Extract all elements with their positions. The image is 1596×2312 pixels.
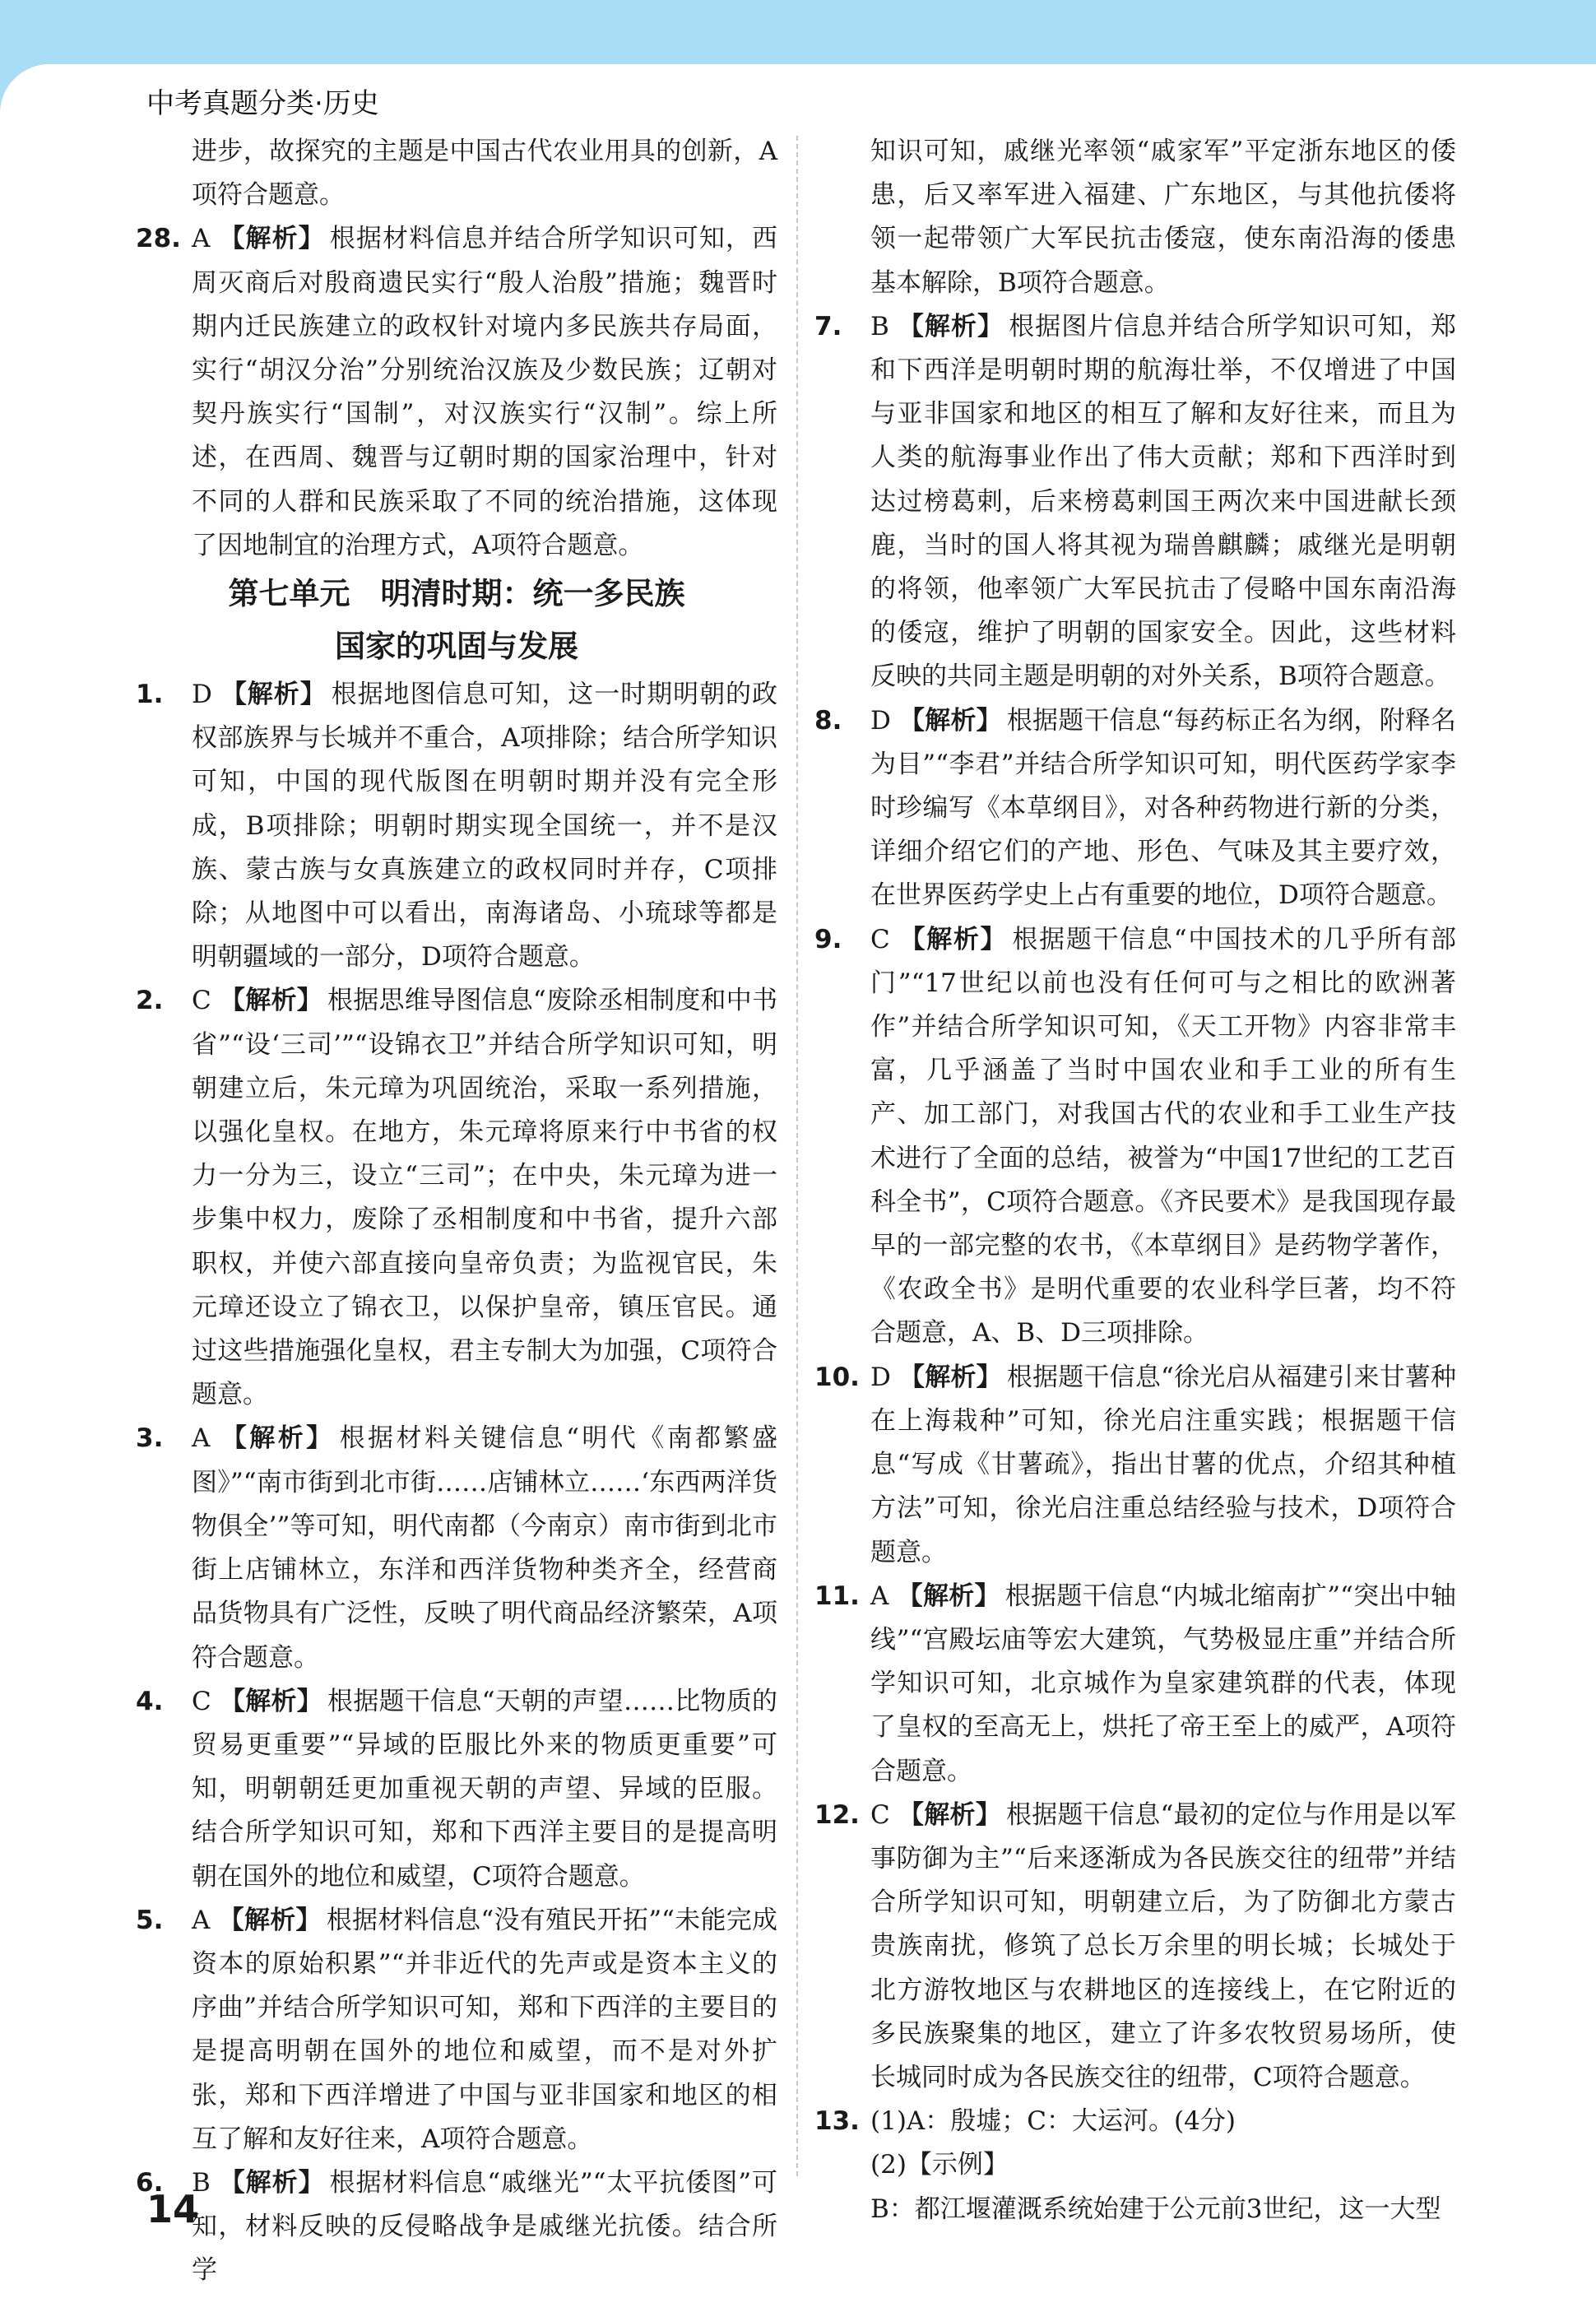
analysis-tag: 【解析】 [898,1362,1002,1392]
sub-answer-2-text: B：都江堰灌溉系统始建于公元前3世纪，这一大型 [870,2194,1441,2224]
unit-title [136,568,777,673]
answer-letter: A [192,1423,211,1454]
answer-item-9 [814,918,1456,1356]
analysis-text: 根据材料信息“没有殖民开拓”“未能完成资本的原始积累”“并非近代的先声或是资本主义的序曲”并结合所学知识可知，郑和下西洋的主要目的是提高明朝在国外的地位和威望，而不是对外扩张，郑和下西洋增进了中国与亚非国家和地区的相互了解和友好往来，A项符合题意。 [192,1905,778,2154]
answer-letter: C [192,1686,211,1716]
continued-answer-text: 知识可知，戚继光率领“戚家军”平定浙东地区的倭患，后又率军进入福建、广东地区，与其他抗倭将领一起带领广大军民抗击倭寇，使东南沿海的倭患基本解除，B项符合题意。 [870,137,1456,298]
sub-answer-1: (1)A：殷墟；C：大运河。(4分) [870,2106,1236,2137]
answer-letter: C [870,1799,890,1830]
question-number: 7. [814,311,842,341]
question-number: 11. [814,1581,860,1611]
analysis-tag: 【解析】 [898,924,1008,954]
answer-letter: C [192,986,211,1016]
analysis-tag: 【解析】 [898,1799,1001,1830]
column-divider [796,136,798,2176]
answer-item-8 [814,699,1456,918]
analysis-tag: 【解析】 [219,1686,323,1716]
question-number: 12. [814,1799,860,1830]
analysis-text: 根据题干信息“最初的定位与作用是以军事防御为主”“后来逐渐成为各民族交往的纽带”并结合所学知识可知，明朝建立后，为了防御北方蒙古贵族南扰，修筑了总长万余里的明长城；长城处于北方游牧地区与农耕地区的连接线上，在它附近的多民族聚集的地区，建立了许多农牧贸易场所，使长城同时成为各民族交往的纽带，C项符合题意。 [870,1799,1456,2092]
answer-letter: C [870,924,890,954]
continued-answer-text: 进步，故探究的主题是中国古代农业用具的创新，A项符合题意。 [192,137,777,211]
answer-letter: D [870,705,891,736]
question-number: 3. [136,1423,164,1454]
analysis-text: 根据思维导图信息“废除丞相制度和中书省”“设‘三司’”“设锦衣卫”并结合所学知识可知，明朝建立后，朱元璋为巩固统治，采取一系列措施，以强化皇权。在地方，朱元璋将原来行中书省的权力一分为三，设立“三司”；在中央，朱元璋为进一步集中权力，废除了丞相制度和中书省，提升六部职权，并使六部直接向皇帝负责；为监视官民，朱元璋还设立了锦衣卫，以保护皇帝，镇压官民。通过这些措施强化皇权，君主专制大为加强，C项符合题意。 [192,986,777,1410]
sub-answer-2-label: (2)【示例】 [870,2150,1009,2180]
answer-letter: D [870,1362,891,1392]
answer-item-11 [814,1575,1456,1794]
answer-item-5 [136,1899,777,2161]
analysis-tag: 【解析】 [218,1905,322,1935]
analysis-tag: 【解析】 [897,1581,1000,1611]
answer-letter: D [192,680,212,710]
analysis-text: 根据图片信息并结合所学知识可知，郑和下西洋是明朝时期的航海壮举，不仅增进了中国与亚非国家和地区的相互了解和友好往来，而且为人类的航海事业作出了伟大贡献；郑和下西洋时到达过榜葛剌，后来榜葛剌国王两次来中国进献长颈鹿，当时的国人将其视为瑞兽麒麟；戚继光是明朝的将领，他率领广大军民抗击了侵略中国东南沿海的倭寇，维护了明朝的国家安全。因此，这些材料反映的共同主题是明朝的对外关系，B项符合题意。 [870,311,1457,692]
answer-item-6 [136,2161,777,2293]
answer-letter: A [870,1581,889,1611]
question-number: 2. [136,986,164,1016]
right-column [814,130,1456,2231]
analysis-text: 根据题干信息“天朝的声望……比物质的贸易更重要”“异域的臣服比外来的物质更重要”可知，明朝朝廷更加重视天朝的声望、异域的臣服。结合所学知识可知，郑和下西洋主要目的是提高明朝在国外的地位和威望，C项符合题意。 [192,1686,777,1892]
answer-item-13 [814,2100,1456,2143]
page-number: 14 [146,2187,200,2231]
answer-item-7 [814,305,1456,699]
analysis-tag: 【解析】 [219,986,322,1016]
analysis-text: 根据地图信息可知，这一时期明朝的政权部族界与长城并不重合，A项排除；结合所学知识可知，中国的现代版图在明朝时期并没有完全形成，B项排除；明朝时期实现全国统一，并不是汉族、蒙古族与女真族建立的政权同时并存，C项排除；从地图中可以看出，南海诸岛、小琉球等都是明朝疆域的一部分，D项符合题意。 [192,680,777,973]
answer-item-10 [814,1356,1456,1575]
analysis-tag: 【解析】 [898,705,1002,736]
answer-item-4 [136,1680,777,1899]
answer-letter: A [192,1905,211,1935]
analysis-text: 根据材料关键信息“明代《南都繁盛图》”“南市街到北市街……店铺林立……‘东西两洋货物俱全’”等可知，明代南都（今南京）南市街到北市街上店铺林立，东洋和西洋货物种类齐全，经营商品货物具有广泛性，反映了明代商品经济繁荣，A项符合题意。 [192,1423,777,1673]
running-header: 中考真题分类·历史 [146,87,379,120]
question-number: 8. [814,705,842,736]
analysis-text: 根据题干信息“中国技术的几乎所有部门”“17世纪以前也没有任何可与之相比的欧洲著作”并结合所学知识可知，《天工开物》内容非常丰富，几乎涵盖了当时中国农业和手工业的所有生产、加工部门，对我国古代的农业和手工业生产技术进行了全面的总结，被誉为“中国17世纪的工艺百科全书”，C项符合题意。《齐民要术》是我国现存最早的一部完整的农书，《本草纲目》是药物学著作，《农政全书》是明代重要的农业科学巨著，均不符合题意，A、B、D三项排除。 [870,924,1456,1349]
analysis-text: 根据材料信息“戚继光”“太平抗倭图”可知，材料反映的反侵略战争是戚继光抗倭。结合所学 [192,2167,777,2286]
analysis-text: 根据题干信息“徐光启从福建引来甘薯种在上海栽种”可知，徐光启注重实践；根据题干信息“写成《甘薯疏》，指出甘薯的优点，介绍其种植方法”可知，徐光启注重总结经验与技术，D项符合题意。 [870,1362,1456,1567]
answer-item-3 [136,1417,777,1679]
answer-item-28 [136,217,777,568]
analysis-tag: 【解析】 [218,2167,325,2198]
unit-title-line-1: 第七单元 明清时期：统一多民族 [228,576,685,612]
question-number: 28. [136,224,181,254]
question-number: 4. [136,1686,164,1716]
question-number: 1. [136,680,164,710]
analysis-text: 根据题干信息“内城北缩南扩”“突出中轴线”“宫殿坛庙等宏大建筑，气势极显庄重”并结合所学知识可知，北京城作为皇家建筑群的代表，体现了皇权的至高无上，烘托了帝王至上的威严，A项符合题意。 [870,1581,1457,1786]
answer-item-1 [136,673,777,979]
question-number: 13. [814,2106,860,2137]
analysis-tag: 【解析】 [220,680,327,710]
question-number: 9. [814,924,842,954]
analysis-text: 根据材料信息并结合所学知识可知，西周灭商后对殷商遗民实行“殷人治殷”措施；魏晋时期内迁民族建立的政权针对境内多民族共存局面，实行“胡汉分治”分别统治汉族及少数民族；辽朝对契丹族实行“国制”，对汉族实行“汉制”。综上所述，在西周、魏晋与辽朝时期的国家治理中，针对不同的人群和民族采取了不同的统治措施，这体现了因地制宜的治理方式，A项符合题意。 [192,224,778,560]
analysis-text: 根据题干信息“每药标正名为纲，附释名为目”“李君”并结合所学知识可知，明代医药学家李时珍编写《本草纲目》，对各种药物进行新的分类，详细介绍它们的产地、形色、气味及其主要疗效，在世界医药学史上占有重要的地位，D项符合题意。 [870,705,1456,911]
answer-letter: A [192,224,211,254]
question-number: 6. [136,2167,164,2198]
answer-letter: B [192,2167,211,2198]
left-column [136,130,777,2293]
answer-item-2 [136,979,777,1417]
answer-item-12 [814,1794,1456,2100]
question-number: 5. [136,1905,164,1935]
analysis-tag: 【解析】 [218,224,325,254]
answer-letter: B [870,311,889,341]
unit-title-line-2: 国家的巩固与发展 [335,629,578,665]
analysis-tag: 【解析】 [218,1423,335,1454]
analysis-tag: 【解析】 [897,311,1004,341]
question-number: 10. [814,1362,860,1392]
